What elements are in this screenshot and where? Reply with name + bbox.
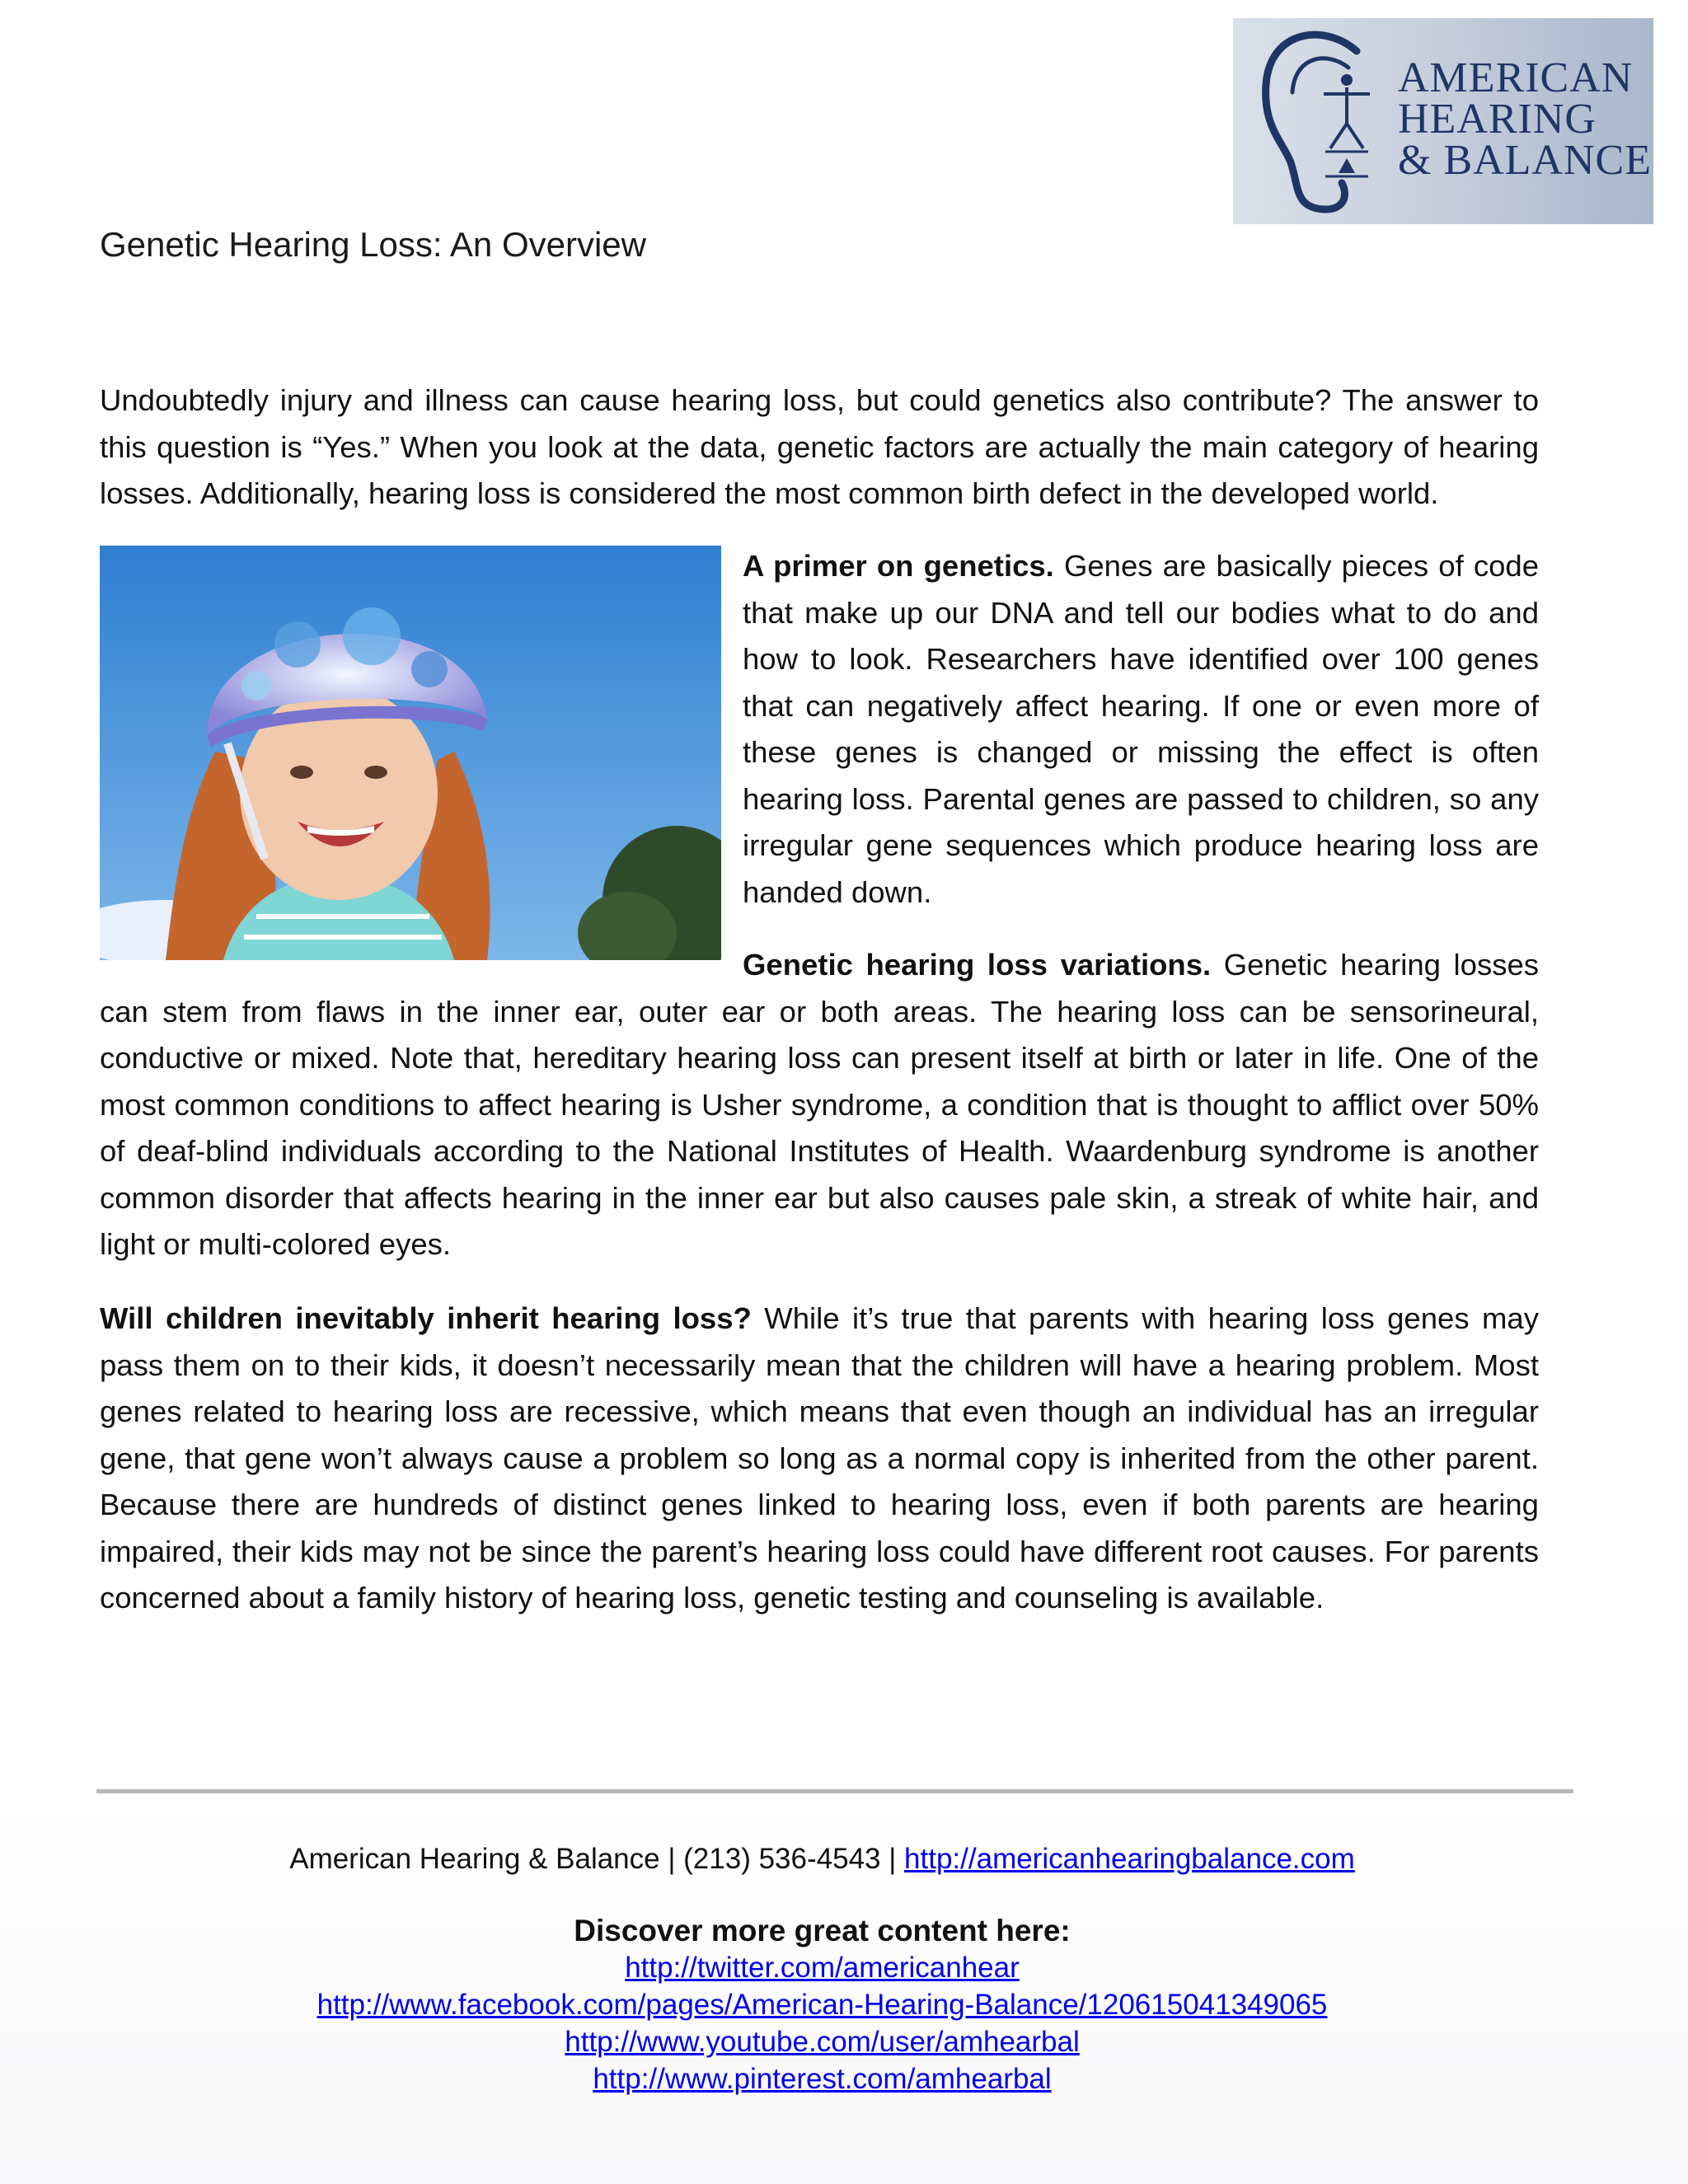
logo-line-2: HEARING (1398, 96, 1597, 143)
variations-paragraph (100, 942, 1539, 1268)
logo-line-1: AMERICAN (1398, 54, 1634, 101)
primer-paragraph (743, 543, 1539, 916)
primer-text: Genes are basically pieces of code that make up our DNA and tell our bodies what to do and how to look. Researchers have identified over 100 genes that can negatively affect hearing. If one or even more of these genes is changed or missing the effect is often hearing loss. Parental genes are passed to children, so any irregular gene sequences which produce hearing loss are handed down. (743, 549, 1539, 909)
primer-heading: A primer on genetics. (743, 549, 1054, 583)
facebook-link[interactable]: http://www.facebook.com/pages/American-Hearing-Balance/120615041349065 (316, 1989, 1328, 2021)
child-helmet-photo (100, 546, 721, 960)
inherit-text: While it’s true that parents with hearing loss genes may pass them on to their kids, it doesn’t necessarily mean that the children will have a hearing problem. Most genes related to hearing loss are recessive, which means that even though an individual has an irregular gene, that gene won’t always cause a problem so long as a normal copy is inherited from the other parent. Because there are hundreds of distinct genes linked to hearing loss, even if both parents are hearing impaired, their kids may not be since the parent’s hearing loss could have different root causes. For parents concerned about a family history of hearing loss, genetic testing and counseling is available. (100, 1301, 1539, 1615)
logo-line-3: & BALANCE (1398, 137, 1652, 184)
footer-contact-line (0, 1843, 1644, 1876)
inherit-paragraph (100, 1296, 1539, 1622)
youtube-link[interactable]: http://www.youtube.com/user/amhearbal (565, 2026, 1080, 2058)
twitter-link[interactable]: http://twitter.com/americanhear (625, 1952, 1020, 1984)
pinterest-link[interactable]: http://www.pinterest.com/amhearbal (593, 2063, 1052, 2095)
website-link[interactable]: http://americanhearingbalance.com (904, 1843, 1355, 1875)
company-logo (1233, 18, 1653, 224)
intro-paragraph: Undoubtedly injury and illness can cause hearing loss, but could genetics also contribute? The answer to this question is “Yes.” When you look at the data, genetic factors are actually the main category of hearing losses. Additionally, hearing loss is considered the most common birth defect in the developed world. (100, 383, 1539, 510)
footer-divider (96, 1789, 1573, 1793)
discover-heading: Discover more great content here: (574, 1914, 1071, 1947)
inherit-heading: Will children inevitably inherit hearing loss? (100, 1301, 752, 1335)
variations-heading: Genetic hearing loss variations. (743, 948, 1212, 982)
variations-text: Genetic hearing losses can stem from flaws in the inner ear, outer ear or both areas. The hearing loss can be sensorineural, conductive or mixed. Note that, hereditary hearing loss can present itself at birth or later in life. One of the most common conditions to affect hearing is Usher syndrome, a condition that is thought to afflict over 50% of deaf-blind individuals according to the National Institutes of Health. Waardenburg syndrome is another common disorder that affects hearing in the inner ear but also causes pale skin, a streak of white hair, and light or multi-colored eyes. (100, 948, 1539, 1261)
footer-contact-text: American Hearing & Balance | (213) 536-4543 | (289, 1843, 905, 1875)
page-title: Genetic Hearing Loss: An Overview (100, 225, 646, 264)
